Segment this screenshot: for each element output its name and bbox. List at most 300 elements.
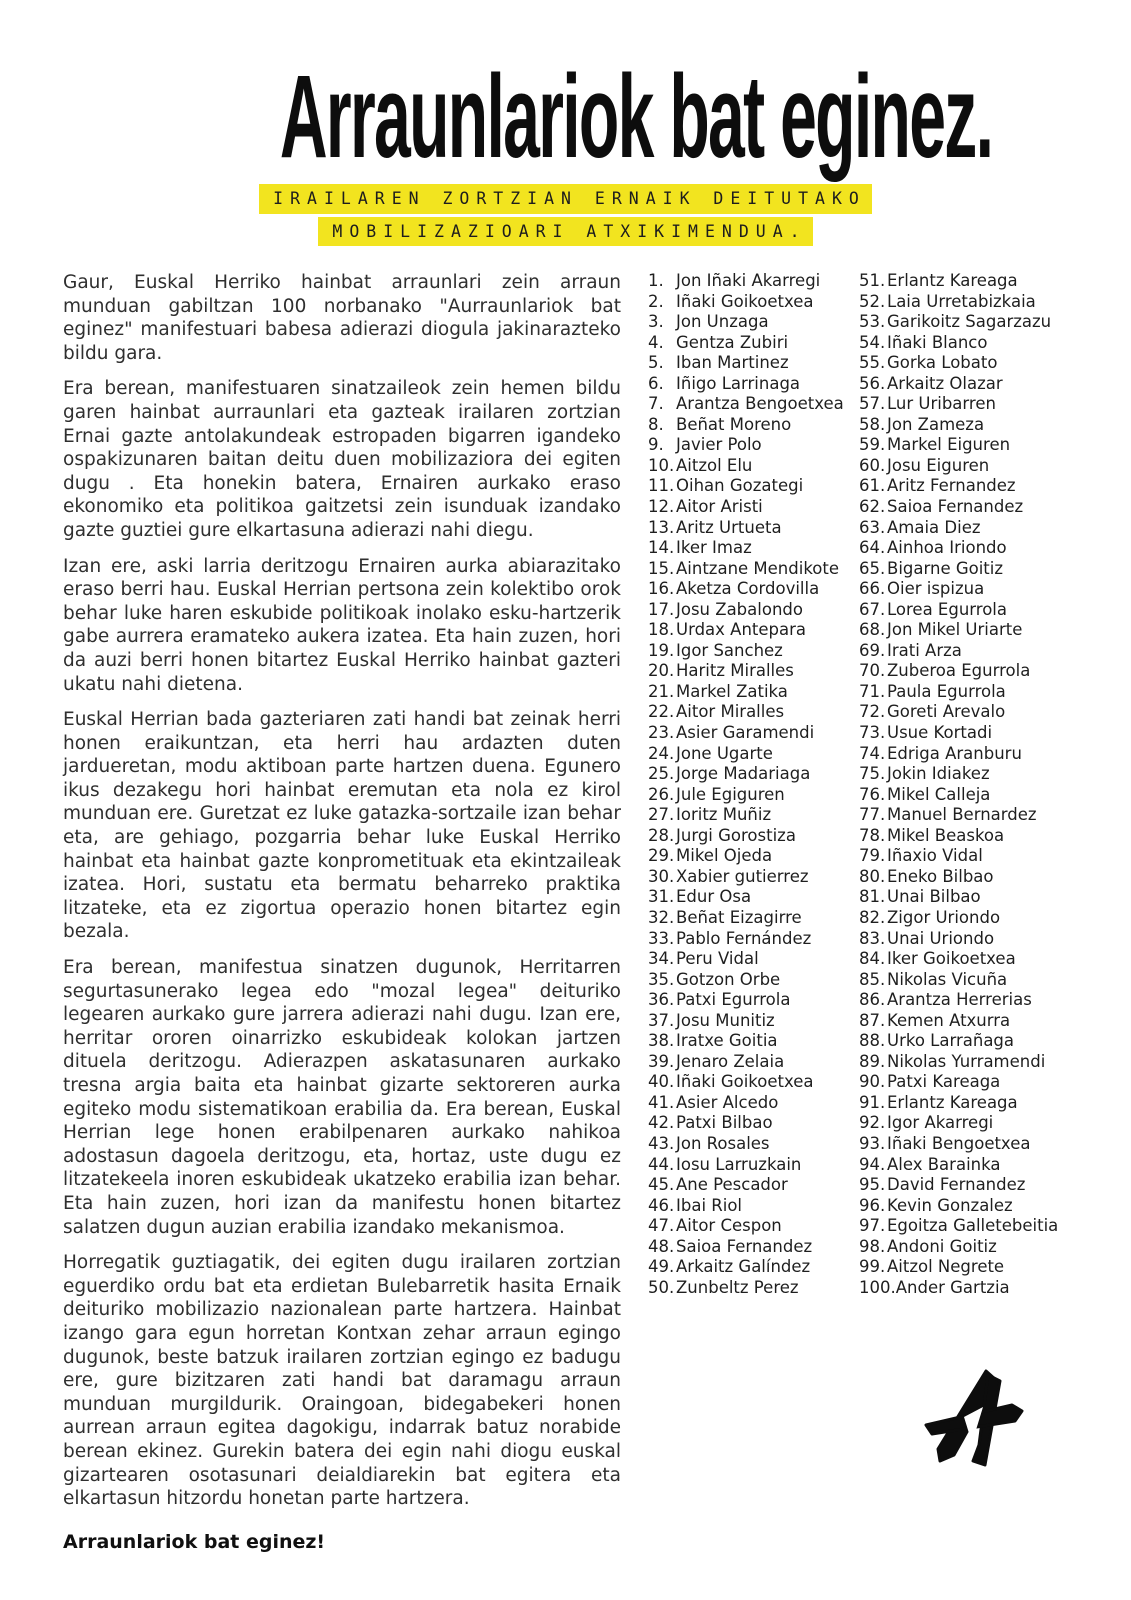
list-item xyxy=(859,538,1074,559)
list-item-number: 4. xyxy=(648,332,664,352)
list-item-number: 5. xyxy=(648,353,664,373)
list-item-name: Pablo Fernández xyxy=(676,928,812,948)
list-item-number: 88. xyxy=(859,1031,886,1051)
list-item-number: 55. xyxy=(859,353,886,373)
list-item-name: Aritz Urtueta xyxy=(676,517,782,537)
list-item xyxy=(648,374,853,395)
manifesto-paragraph: Horregatik guztiagatik, dei egiten dugu irailaren zortzian eguerdiko ordu bat eta erdietan Bulebarretik hasita Ernaik deituriko mobilizazio nazionalean parte hartzera. Hainbat izango gara egun horretan Kontxan zehar arraun egingo dugunok, beste batzuk irailaren zortzian egingo ez badugu ere, gure bizitzaren zati handi bat daramagu arraun munduan murgildurik. Oraingoan, bidegabekeri honen aurrean arraun egitea dagokigu, indarrak batuz norabide berean ekinez. Gurekin batera dei egin nahi diogu euskal gizartearen osotasunari deialdiarekin bat egitera eta elkartasun hitzordu honetan parte hartzera. xyxy=(63,1252,621,1510)
list-item-name: Peru Vidal xyxy=(676,949,759,969)
list-item xyxy=(859,1031,1074,1052)
list-item xyxy=(648,1093,853,1114)
list-item-number: 90. xyxy=(859,1072,886,1092)
subtitle xyxy=(0,184,1131,246)
list-item xyxy=(859,415,1074,436)
list-item-number: 87. xyxy=(859,1010,886,1030)
list-item-number: 29. xyxy=(648,846,675,866)
list-item-name: Josu Eiguren xyxy=(887,455,990,475)
list-item-number: 20. xyxy=(648,661,675,681)
list-item-name: Beñat Eizagirre xyxy=(676,907,802,927)
list-item-number: 45. xyxy=(648,1175,675,1195)
list-item xyxy=(648,1011,853,1032)
list-item xyxy=(859,292,1074,313)
list-item-number: 21. xyxy=(648,681,675,701)
list-item-name: Patxi Bilbao xyxy=(676,1113,773,1133)
list-item-number: 49. xyxy=(648,1257,675,1277)
list-item-name: Iosu Larruzkain xyxy=(676,1154,802,1174)
list-item-number: 41. xyxy=(648,1092,675,1112)
list-item xyxy=(648,353,853,374)
list-item-name: Jon Zameza xyxy=(887,414,985,434)
list-item-name: Aketza Cordovilla xyxy=(676,579,820,599)
list-item xyxy=(648,1196,853,1217)
list-item-name: Alex Barainka xyxy=(887,1154,1001,1174)
list-item-name: Jorge Madariaga xyxy=(676,764,811,784)
list-item-number: 6. xyxy=(648,373,664,393)
list-item xyxy=(648,970,853,991)
list-item-number: 61. xyxy=(859,476,886,496)
list-item-name: Usue Kortadi xyxy=(887,723,993,743)
list-item-number: 75. xyxy=(859,764,886,784)
list-item-number: 85. xyxy=(859,969,886,989)
subtitle-line-2: MOBILIZAZIOARI ATXIKIMENDUA. xyxy=(318,217,812,247)
list-item-name: Iker Goikoetxea xyxy=(887,949,1016,969)
list-item xyxy=(648,723,853,744)
list-item-name: Manuel Bernardez xyxy=(887,805,1037,825)
manifesto-paragraphs xyxy=(63,271,621,1511)
list-item-number: 25. xyxy=(648,764,675,784)
list-item-name: Zuberoa Egurrola xyxy=(887,661,1031,681)
list-item xyxy=(648,1072,853,1093)
list-item xyxy=(648,744,853,765)
list-item-name: Josu Zabalondo xyxy=(676,599,803,619)
list-item-name: Beñat Moreno xyxy=(676,414,792,434)
list-item-name: Irati Arza xyxy=(887,640,962,660)
list-item-number: 33. xyxy=(648,928,675,948)
list-item xyxy=(648,846,853,867)
list-item-name: Unai Bilbao xyxy=(887,887,981,907)
list-item-name: Patxi Egurrola xyxy=(676,990,791,1010)
list-item-number: 35. xyxy=(648,969,675,989)
list-item-name: Asier Alcedo xyxy=(676,1092,779,1112)
list-item-name: Lorea Egurrola xyxy=(887,599,1007,619)
list-item-number: 52. xyxy=(859,291,886,311)
list-item xyxy=(648,415,853,436)
list-item xyxy=(859,1113,1074,1134)
list-item xyxy=(648,271,853,292)
closing-line: Arraunlariok bat eginez! xyxy=(63,1530,326,1553)
list-item-number: 62. xyxy=(859,497,886,517)
list-item-name: Oier ispizua xyxy=(887,579,985,599)
list-item xyxy=(859,1278,1074,1299)
list-item-name: Arkaitz Galíndez xyxy=(676,1257,811,1277)
list-item xyxy=(648,682,853,703)
list-item-name: Kevin Gonzalez xyxy=(887,1195,1013,1215)
list-item-number: 48. xyxy=(648,1236,675,1256)
list-item xyxy=(859,826,1074,847)
list-item-number: 80. xyxy=(859,866,886,886)
list-item-number: 86. xyxy=(859,990,886,1010)
list-item-number: 77. xyxy=(859,805,886,825)
list-item-name: Lur Uribarren xyxy=(887,394,996,414)
list-item-name: Markel Zatika xyxy=(676,681,788,701)
list-item xyxy=(859,887,1074,908)
list-item-name: Iker Imaz xyxy=(676,538,752,558)
list-item-name: Bigarne Goitiz xyxy=(887,558,1004,578)
list-item-number: 7. xyxy=(648,394,664,414)
list-item xyxy=(859,908,1074,929)
list-item xyxy=(859,641,1074,662)
list-item-number: 42. xyxy=(648,1113,675,1133)
list-item-name: Saioa Fernandez xyxy=(676,1236,813,1256)
list-item xyxy=(648,435,853,456)
list-item-name: Mikel Beaskoa xyxy=(887,825,1005,845)
list-item xyxy=(648,1155,853,1176)
list-item xyxy=(859,579,1074,600)
list-item xyxy=(859,620,1074,641)
list-item xyxy=(648,805,853,826)
list-item-name: Iñaki Goikoetxea xyxy=(676,1072,814,1092)
list-item-number: 56. xyxy=(859,373,886,393)
list-item-name: Ibai Riol xyxy=(676,1195,743,1215)
list-item-number: 64. xyxy=(859,538,886,558)
list-item-number: 67. xyxy=(859,599,886,619)
list-item xyxy=(859,867,1074,888)
page-title-text: Arraunlariok bat eginez. xyxy=(279,51,993,183)
list-item xyxy=(859,990,1074,1011)
list-item-number: 53. xyxy=(859,312,886,332)
list-item xyxy=(859,1237,1074,1258)
list-item xyxy=(648,538,853,559)
list-item-name: Aitzol Elu xyxy=(676,455,753,475)
list-item-name: Asier Garamendi xyxy=(676,723,815,743)
list-item-number: 100. xyxy=(859,1277,896,1297)
list-item-name: Jenaro Zelaia xyxy=(676,1051,785,1071)
manifesto-paragraph: Euskal Herrian bada gazteriaren zati handi bat zeinak herri honen eraikuntzan, eta herri hau ardazten duten jardueretan, modu aktiboan parte hartzen duena. Egunero ikus dezakegu hori hainbat eremutan eta nola ez kirol munduan ere. Guretzat ez luke gatazka-sortzaile izan behar eta, are gehiago, pozgarria behar luke Euskal Herriko hainbat eta hainbat gazte konprometituak eta ekintzaileak izatea. Hori, sustatu eta bermatu beharreko praktika litzateke, eta ez zigortua operazio honen bitartez egin bezala. xyxy=(63,709,621,943)
list-item-name: Nikolas Yurramendi xyxy=(887,1051,1046,1071)
page-title xyxy=(0,51,1131,183)
list-item xyxy=(859,1175,1074,1196)
list-item-number: 73. xyxy=(859,723,886,743)
list-item-number: 93. xyxy=(859,1133,886,1153)
list-item-number: 82. xyxy=(859,907,886,927)
list-item xyxy=(648,1052,853,1073)
list-item xyxy=(648,1278,853,1299)
list-item-name: Markel Eiguren xyxy=(887,435,1011,455)
list-item-number: 37. xyxy=(648,1010,675,1030)
list-item xyxy=(859,312,1074,333)
list-item-name: Haritz Miralles xyxy=(676,661,794,681)
list-item-number: 78. xyxy=(859,825,886,845)
list-item-number: 10. xyxy=(648,455,675,475)
list-item xyxy=(859,1216,1074,1237)
list-item-number: 36. xyxy=(648,990,675,1010)
list-item-name: Unai Uriondo xyxy=(887,928,995,948)
list-item-number: 79. xyxy=(859,846,886,866)
list-item-name: Arantza Herrerias xyxy=(887,990,1032,1010)
list-item-number: 99. xyxy=(859,1257,886,1277)
list-item-name: Iñaki Bengoetxea xyxy=(887,1133,1031,1153)
list-item-name: Edur Osa xyxy=(676,887,752,907)
list-item-name: Aintzane Mendikote xyxy=(676,558,840,578)
list-item-name: Jule Egiguren xyxy=(676,784,785,804)
list-item xyxy=(859,785,1074,806)
list-item-number: 15. xyxy=(648,558,675,578)
list-item xyxy=(859,394,1074,415)
list-item-number: 84. xyxy=(859,949,886,969)
list-item-number: 28. xyxy=(648,825,675,845)
list-item-number: 16. xyxy=(648,579,675,599)
list-item-name: Jon Unzaga xyxy=(676,312,769,332)
list-item-number: 51. xyxy=(859,271,886,290)
list-item-number: 3. xyxy=(648,312,664,332)
list-item xyxy=(859,1155,1074,1176)
list-item-number: 32. xyxy=(648,907,675,927)
list-item-number: 26. xyxy=(648,784,675,804)
list-item xyxy=(648,456,853,477)
list-item-name: Javier Polo xyxy=(676,435,762,455)
list-item-name: Jon Rosales xyxy=(676,1133,770,1153)
list-item xyxy=(648,1175,853,1196)
list-item-number: 81. xyxy=(859,887,886,907)
list-item xyxy=(859,744,1074,765)
list-item xyxy=(648,559,853,580)
list-item xyxy=(648,785,853,806)
list-item-name: Iñaki Blanco xyxy=(887,332,988,352)
list-item-number: 39. xyxy=(648,1051,675,1071)
list-item xyxy=(859,970,1074,991)
list-item-number: 18. xyxy=(648,620,675,640)
list-item-name: Iñaxio Vidal xyxy=(887,846,983,866)
list-item xyxy=(859,1257,1074,1278)
list-item-number: 8. xyxy=(648,414,664,434)
list-item-name: Andoni Goitiz xyxy=(887,1236,997,1256)
list-item-number: 63. xyxy=(859,517,886,537)
list-item xyxy=(648,518,853,539)
list-item-number: 59. xyxy=(859,435,886,455)
list-item-name: Gentza Zubiri xyxy=(676,332,789,352)
list-item xyxy=(859,1093,1074,1114)
list-item xyxy=(648,292,853,313)
list-item xyxy=(859,497,1074,518)
list-item-number: 47. xyxy=(648,1216,675,1236)
list-item-name: Iñigo Larrinaga xyxy=(676,373,801,393)
list-item-number: 23. xyxy=(648,723,675,743)
list-item xyxy=(859,929,1074,950)
list-item-name: Urko Larrañaga xyxy=(887,1031,1015,1051)
list-item xyxy=(648,826,853,847)
list-item-name: Mikel Ojeda xyxy=(676,846,773,866)
list-item-number: 57. xyxy=(859,394,886,414)
list-item-name: Mikel Calleja xyxy=(887,784,991,804)
list-item-number: 71. xyxy=(859,681,886,701)
list-item-name: Jurgi Gorostiza xyxy=(676,825,796,845)
list-item-name: Paula Egurrola xyxy=(887,681,1006,701)
list-item xyxy=(859,1052,1074,1073)
list-item-name: Zunbeltz Perez xyxy=(676,1277,799,1297)
list-item-number: 44. xyxy=(648,1154,675,1174)
list-item-name: Aitor Aristi xyxy=(676,497,763,517)
list-item-number: 11. xyxy=(648,476,675,496)
list-item xyxy=(648,702,853,723)
list-item-number: 68. xyxy=(859,620,886,640)
list-item-number: 70. xyxy=(859,661,886,681)
list-item xyxy=(859,353,1074,374)
list-item-number: 17. xyxy=(648,599,675,619)
list-item-number: 31. xyxy=(648,887,675,907)
list-item xyxy=(648,867,853,888)
list-item xyxy=(859,846,1074,867)
list-item-number: 38. xyxy=(648,1031,675,1051)
list-item-number: 60. xyxy=(859,455,886,475)
list-item-name: Edriga Aranburu xyxy=(887,743,1022,763)
manifesto-text-column xyxy=(63,271,621,1553)
list-item xyxy=(648,600,853,621)
list-item-number: 43. xyxy=(648,1133,675,1153)
list-item-name: Arantza Bengoetxea xyxy=(676,394,844,414)
list-item xyxy=(859,518,1074,539)
list-item-name: Gorka Lobato xyxy=(887,353,998,373)
list-item-name: Ander Gartzia xyxy=(895,1277,1010,1297)
list-item-name: Iñaki Goikoetxea xyxy=(676,291,814,311)
list-item xyxy=(648,908,853,929)
list-item-name: Xabier gutierrez xyxy=(676,866,809,886)
list-item-name: Ioritz Muñiz xyxy=(676,805,772,825)
list-item xyxy=(859,949,1074,970)
list-item-name: Goreti Arevalo xyxy=(887,702,1006,722)
list-item-number: 13. xyxy=(648,517,675,537)
list-item xyxy=(859,333,1074,354)
list-item-number: 1. xyxy=(648,271,664,290)
list-item-name: David Fernandez xyxy=(887,1175,1026,1195)
subtitle-line-1: IRAILAREN ZORTZIAN ERNAIK DEITUTAKO xyxy=(259,184,872,214)
list-item-name: Jon Mikel Uriarte xyxy=(887,620,1023,640)
list-item-name: Laia Urretabizkaia xyxy=(887,291,1036,311)
list-item-number: 12. xyxy=(648,497,675,517)
list-item xyxy=(859,1196,1074,1217)
list-item-name: Amaia Diez xyxy=(887,517,981,537)
list-item-number: 83. xyxy=(859,928,886,948)
list-item-number: 9. xyxy=(648,435,664,455)
list-item-number: 76. xyxy=(859,784,886,804)
list-item-name: Eneko Bilbao xyxy=(887,866,994,886)
ernai-star-logo-icon xyxy=(898,1350,1058,1500)
list-item-number: 72. xyxy=(859,702,886,722)
list-item-number: 74. xyxy=(859,743,886,763)
list-item xyxy=(859,374,1074,395)
list-item-name: Jone Ugarte xyxy=(676,743,773,763)
list-item-number: 46. xyxy=(648,1195,675,1215)
list-item-name: Garikoitz Sagarzazu xyxy=(887,312,1052,332)
list-item-number: 69. xyxy=(859,640,886,660)
list-item-name: Urdax Antepara xyxy=(676,620,807,640)
list-item-number: 19. xyxy=(648,640,675,660)
list-item xyxy=(859,559,1074,580)
list-item-name: Kemen Atxurra xyxy=(887,1010,1011,1030)
list-item-number: 27. xyxy=(648,805,675,825)
list-item-name: Egoitza Galletebeitia xyxy=(887,1216,1059,1236)
list-item-number: 65. xyxy=(859,558,886,578)
list-item-name: Igor Sanchez xyxy=(676,640,783,660)
list-item-number: 24. xyxy=(648,743,675,763)
list-item-number: 94. xyxy=(859,1154,886,1174)
list-item-name: Iratxe Goitia xyxy=(676,1031,778,1051)
list-item-number: 22. xyxy=(648,702,675,722)
list-item-number: 97. xyxy=(859,1216,886,1236)
list-item-name: Gotzon Orbe xyxy=(676,969,781,989)
list-item xyxy=(859,723,1074,744)
list-item xyxy=(859,805,1074,826)
list-item-number: 54. xyxy=(859,332,886,352)
list-item xyxy=(859,1011,1074,1032)
list-item-name: Iban Martinez xyxy=(676,353,789,373)
list-item xyxy=(648,1216,853,1237)
list-item xyxy=(648,641,853,662)
list-item xyxy=(648,661,853,682)
list-item-number: 89. xyxy=(859,1051,886,1071)
list-item xyxy=(859,271,1074,292)
list-item-number: 58. xyxy=(859,414,886,434)
list-item xyxy=(859,456,1074,477)
list-item xyxy=(648,990,853,1011)
list-item xyxy=(648,476,853,497)
manifesto-paragraph: Izan ere, aski larria deritzogu Ernairen aurka abiarazitako eraso berri hau. Euskal Herrian pertsona zein kolektibo orok behar luke haren eskubide politikoak inolako esku-hartzerik gabe aurrera eramateko aukera izatea. Eta hain zuzen, hori da auzi berri honen bitartez Euskal Herriko hainbat gazteri ukatu nahi dietena. xyxy=(63,555,621,695)
list-item xyxy=(859,1072,1074,1093)
list-item-number: 34. xyxy=(648,949,675,969)
list-item-name: Aitor Miralles xyxy=(676,702,785,722)
list-item-name: Aritz Fernandez xyxy=(887,476,1016,496)
list-item-name: Ainhoa Iriondo xyxy=(887,538,1007,558)
list-item-number: 95. xyxy=(859,1175,886,1195)
manifesto-paragraph: Era berean, manifestuaren sinatzaileok zein hemen bildu garen hainbat aurraunlari eta gazteak irailaren zortzian Ernai gazte antolakundeak estropaden bigarren igandeko ospakizunaren baitan deitu duen mobilizaziora dei egiten dugu . Eta honekin batera, Ernairen aurkako eraso ekonomiko eta politikoa gaitzetsi zein isunduak izandako gazte guztiei gure elkartasuna adierazi nahi diegu. xyxy=(63,378,621,541)
list-item-name: Jon Iñaki Akarregi xyxy=(676,271,821,290)
list-item xyxy=(648,1113,853,1134)
list-item-number: 92. xyxy=(859,1113,886,1133)
list-item xyxy=(648,887,853,908)
list-item xyxy=(648,929,853,950)
list-item xyxy=(648,333,853,354)
list-item-name: Patxi Kareaga xyxy=(887,1072,1001,1092)
list-item-name: Zigor Uriondo xyxy=(887,907,1001,927)
list-item-number: 40. xyxy=(648,1072,675,1092)
list-item xyxy=(648,312,853,333)
list-item xyxy=(859,476,1074,497)
list-item xyxy=(648,394,853,415)
list-item-name: Erlantz Kareaga xyxy=(887,1092,1018,1112)
signatory-col-1 xyxy=(648,271,853,1553)
list-item-name: Aitor Cespon xyxy=(676,1216,782,1236)
list-item-name: Josu Munitiz xyxy=(676,1010,775,1030)
list-item-number: 98. xyxy=(859,1236,886,1256)
manifesto-paragraph: Era berean, manifestua sinatzen dugunok, Herritarren segurtasunerako legea edo "mozal legea" deituriko legearen aurkako gure jarrera adierazi nahi dugu. Izan ere, herritar ororen oinarrizko eskubideak kolokan jartzen dituela deritzogu. Adierazpen askatasunaren aurkako tresna argia baita eta hainbat gizarte sektoreren aurka egiteko modu sistematikoan erabilia da. Era berean, Euskal Herrian lege honen erabilpenaren aurkako nahikoa adostasun dagoela deritzogu, eta, hortaz, uste dugu ez litzatekeela inoren eskubideak ukatzeko erabilia izan behar. Eta hain zuzen, hori izan da manifestu honen bitartez salatzen dugun auzian erabilia izandako mekanismoa. xyxy=(63,957,621,1238)
list-item-number: 14. xyxy=(648,538,675,558)
list-item xyxy=(648,497,853,518)
list-item xyxy=(859,435,1074,456)
list-item-name: Erlantz Kareaga xyxy=(887,271,1018,290)
list-item-name: Jokin Idiakez xyxy=(887,764,990,784)
list-item xyxy=(859,600,1074,621)
list-item-number: 50. xyxy=(648,1277,675,1297)
list-item-number: 96. xyxy=(859,1195,886,1215)
list-item xyxy=(648,1257,853,1278)
list-item xyxy=(859,764,1074,785)
list-item xyxy=(859,661,1074,682)
list-item xyxy=(859,1134,1074,1155)
list-item xyxy=(648,1134,853,1155)
list-item xyxy=(859,682,1074,703)
list-item-name: Nikolas Vicuña xyxy=(887,969,1008,989)
list-item-number: 2. xyxy=(648,291,664,311)
list-item-name: Arkaitz Olazar xyxy=(887,373,1003,393)
